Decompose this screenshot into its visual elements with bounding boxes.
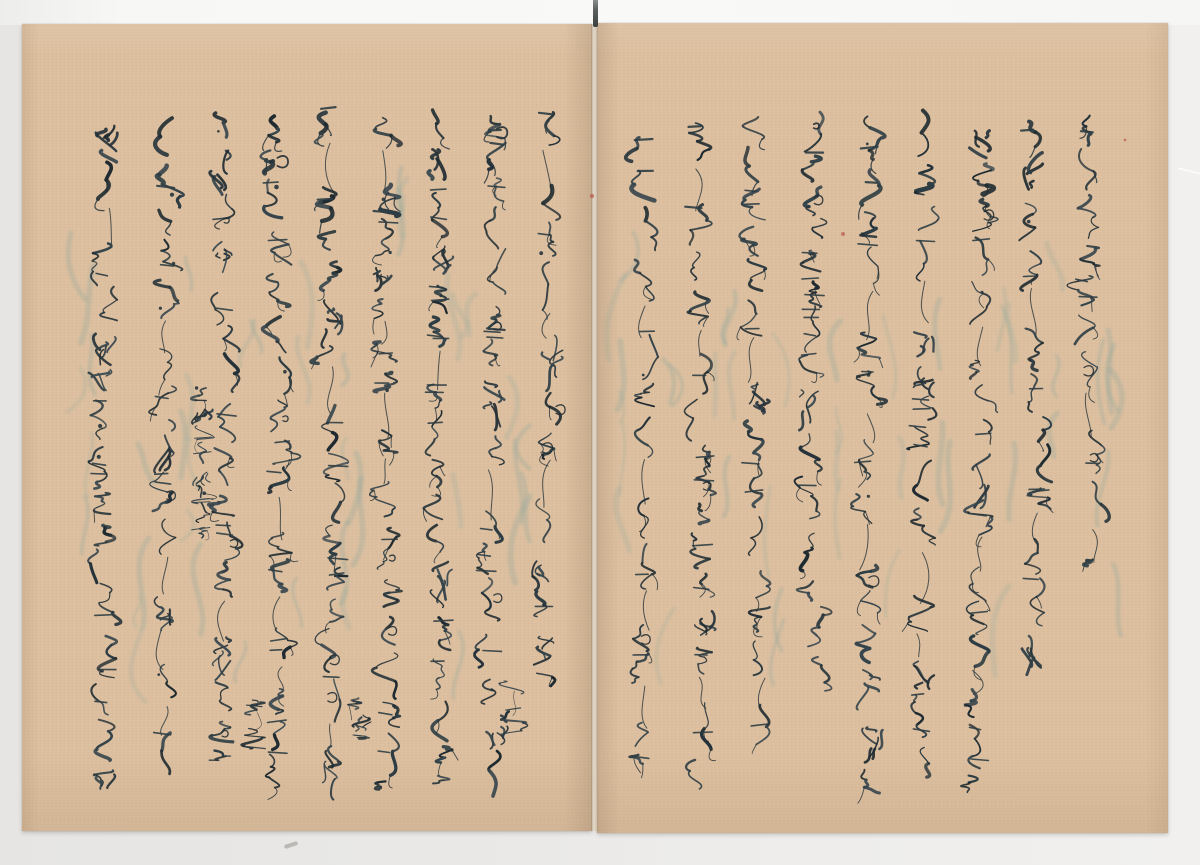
dust-mark xyxy=(284,841,299,849)
center-fold xyxy=(591,24,598,831)
binding-mark xyxy=(593,0,598,27)
scratch-mark xyxy=(1178,167,1200,174)
top-light-band xyxy=(0,0,1200,25)
right-page xyxy=(597,23,1168,833)
left-page xyxy=(22,24,592,831)
